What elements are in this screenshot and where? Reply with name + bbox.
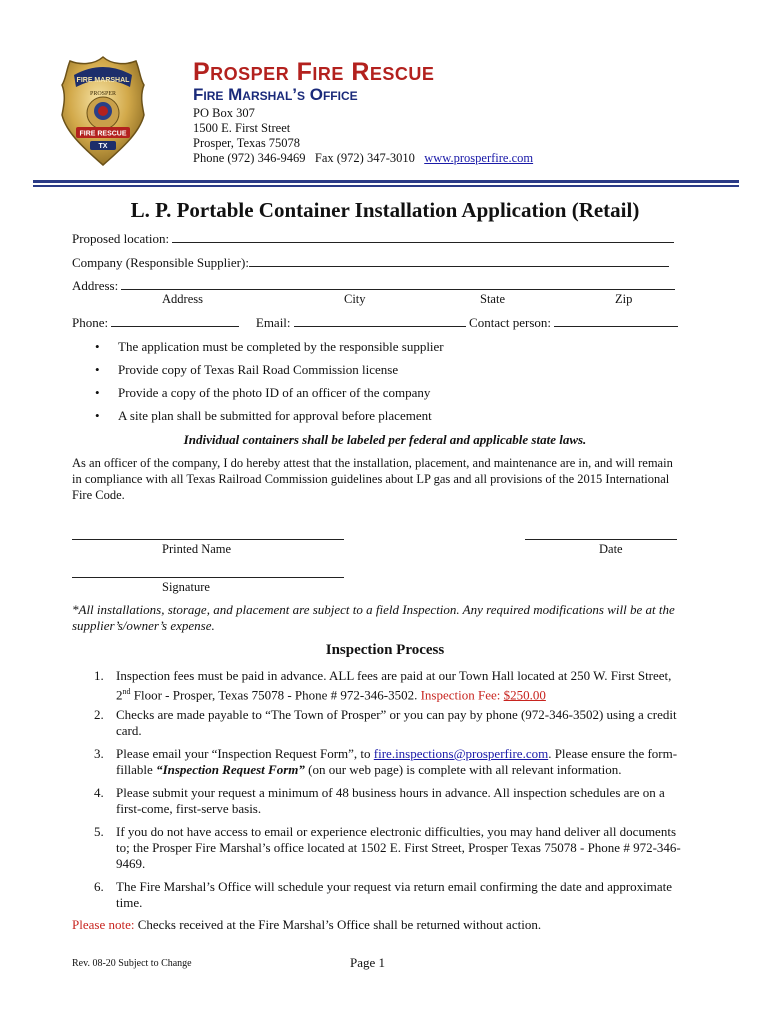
company-row (72, 254, 669, 271)
contact-label: Contact person: (469, 315, 552, 330)
phone-label: Phone: (72, 315, 109, 330)
phone-row (72, 314, 678, 331)
labeling-notice: Individual containers shall be labeled per federal and applicable state laws. (183, 432, 587, 447)
attestation-text: As an officer of the company, I do hereby attest that the installation, placement, and maintenance are in, and will remain in compliance with all Texas Railroad Commission guidelines about LP gas and all provisions of the 2015 International Fire Code. (72, 456, 673, 502)
city-address: Prosper, Texas 75078 (193, 136, 301, 150)
list-number: 4. (94, 785, 104, 800)
badge-text-top: FIRE MARSHAL (76, 77, 130, 84)
bullet-dot: • (95, 362, 100, 377)
printed-name-label: Printed Name (162, 542, 232, 556)
state-sub-label: State (480, 292, 505, 306)
address-label: Address: (72, 278, 119, 293)
inspection-item-1: Inspection fees must be paid in advance. ALL fees are paid at our Town Hall located at 250 W. First Street, 2nd Floor - Prosper, Texas 75078 - Phone # 972-346-3502. Inspection Fee: $250.00 (116, 668, 672, 703)
please-note-text: Checks received at the Fire Marshal’s Office shall be returned without action. (134, 917, 542, 932)
list-number: 6. (94, 879, 104, 894)
badge-text-prosper: PROSPER (89, 91, 117, 97)
contact-line (193, 151, 533, 166)
inspection-fee-label: Inspection Fee: (420, 687, 504, 703)
badge-text-rescue: FIRE RESCUE (79, 130, 127, 138)
fire-rescue-badge-logo (60, 55, 146, 167)
field-inspection-note: *All installations, storage, and placement are subject to a field Inspection. Any required modifications will be at the supplier’s/owner’s expense. (72, 602, 675, 633)
bullet-dot: • (95, 408, 100, 423)
inspection-item-5: If you do not have access to email or experience electronic difficulties, you may hand deliver all documents to; the Prosper Fire Marshal’s office located at 1502 E. First Street, Prosper Texas 75078 - Phone # 972-346-9469. (116, 824, 681, 871)
proposed-location-field[interactable] (172, 230, 674, 243)
date-label: Date (599, 542, 623, 556)
inspection-item-3: Please email your “Inspection Request Form”, to fire.inspections@prosperfire.com. Please ensure the form-fillable “Inspection Request Form” (on our web page) is complete with all relevant information. (116, 746, 678, 777)
requirement-item: The application must be completed by the responsible supplier (118, 339, 444, 354)
header-rule-thin (33, 185, 739, 187)
po-box: PO Box 307 (193, 106, 255, 120)
phone-fax: Phone (972) 346-9469 Fax (972) 347-3010 (193, 151, 415, 165)
date-line[interactable] (525, 539, 677, 540)
address-sub-label: Address (162, 292, 203, 306)
inspection-item-2: Checks are made payable to “The Town of Prosper” or you can pay by phone (972-346-3502) using a credit card. (116, 707, 677, 738)
please-note-label: Please note: (72, 917, 135, 932)
requirement-item: Provide a copy of the photo ID of an officer of the company (118, 385, 431, 400)
header-rule-thick (33, 180, 739, 183)
email-field[interactable] (294, 314, 466, 327)
email-label: Email: (255, 315, 291, 330)
address-field[interactable] (121, 277, 675, 290)
page-number: Page 1 (350, 955, 386, 970)
inspection-item-6: The Fire Marshal’s Office will schedule your request via return email confirming the date and approximate time. (116, 879, 673, 910)
list-number: 3. (94, 746, 104, 761)
company-field[interactable] (249, 254, 669, 267)
bullet-dot: • (95, 385, 100, 400)
requirement-item: Provide copy of Texas Rail Road Commission license (118, 362, 399, 377)
org-name: Prosper Fire Rescue (193, 58, 435, 86)
inspection-email-link[interactable]: fire.inspections@prosperfire.com (373, 746, 549, 761)
website-link[interactable]: www.prosperfire.com (424, 151, 534, 165)
revision-footer: Rev. 08-20 Subject to Change (72, 958, 192, 969)
company-label: Company (Responsible Supplier): (72, 255, 249, 270)
bullet-dot: • (95, 339, 100, 354)
contact-field[interactable] (554, 314, 678, 327)
badge-text-tx: TX (98, 143, 108, 150)
please-note (72, 917, 541, 933)
page-title: L. P. Portable Container Installation Application (Retail) (130, 198, 640, 222)
requirement-item: A site plan shall be submitted for approval before placement (118, 408, 432, 423)
proposed-location-label: Proposed location: (72, 231, 170, 246)
proposed-location-row (72, 230, 674, 247)
list-number: 2. (94, 707, 104, 722)
signature-label: Signature (162, 580, 210, 594)
zip-sub-label: Zip (615, 292, 633, 306)
inspection-heading: Inspection Process (325, 642, 445, 658)
inspection-fee-value: $250.00 (503, 687, 546, 703)
dept-name: Fire Marshal’s Office (193, 85, 358, 104)
list-number: 1. (94, 668, 104, 683)
signature-line[interactable] (72, 577, 344, 578)
phone-field[interactable] (111, 314, 239, 327)
city-sub-label: City (344, 292, 366, 306)
inspection-item-4: Please submit your request a minimum of 48 business hours in advance. All inspection schedules are on a first-come, first-serve basis. (116, 785, 665, 816)
list-number: 5. (94, 824, 104, 839)
street-address: 1500 E. First Street (193, 121, 291, 135)
printed-name-line[interactable] (72, 539, 344, 540)
